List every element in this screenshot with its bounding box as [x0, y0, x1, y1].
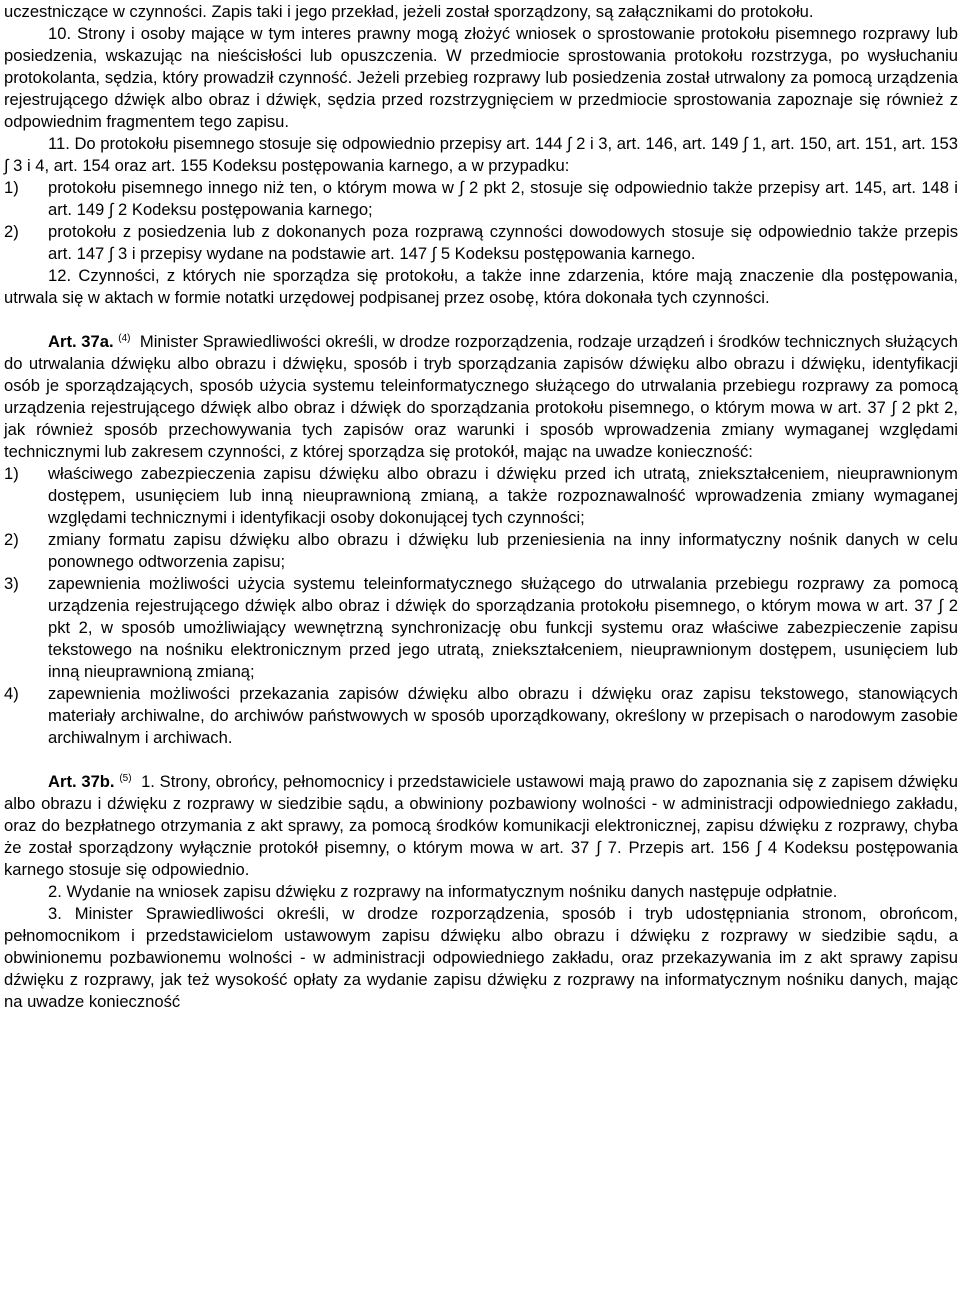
paragraph: 11. Do protokołu pisemnego stosuje się odpowiednio przepisy art. 144 ∫ 2 i 3, art. 146, art. 149 ∫ 1, art. 150, art. 151, art. 153 ∫ 3 i 4, art. 154 oraz art. 155 Kodeksu postępowania karnego, a w przypadku: — [4, 134, 958, 175]
article-paragraph — [4, 771, 958, 881]
paragraph: 10. Strony i osoby mające w tym interes prawny mogą złożyć wniosek o sprostowanie protokołu pisemnego rozprawy lub posiedzenia, wskazując na nieścisłości lub opuszczenia. W przedmiocie sprostowania protokołu rozstrzyga, po wysłuchaniu protokolanta, sędzia, który prowadził czynność. Jeżeli przebieg rozprawy lub posiedzenia został utrwalony za pomocą urządzenia rejestrującego dźwięk albo obraz i dźwięk, sędzia przed rozstrzygnięciem w przedmiocie sprostowania zapoznaje się również z odpowiednim fragmentem tego zapisu. — [4, 24, 958, 131]
article-text: 1. Strony, obrońcy, pełnomocnicy i przedstawiciele ustawowi mają prawo do zapoznania się z zapisem dźwięku albo obrazu i dźwięku z rozprawy w siedzibie sądu, a obwiniony pozbawiony wolności - w administracji odpowiedniego zakładu, oraz do bezpłatnego otrzymania z akt sprawy, za pomocą środków komunikacji elektronicznej, zapisu dźwięku z rozprawy, chyba że został sporządzony wyłącznie protokół pisemny, o którym mowa w art. 37 ∫ 7. Przepis art. 156 ∫ 4 Kodeksu postępowania karnego stosuje się odpowiednio. — [4, 772, 958, 879]
paragraph: 2. Wydanie na wniosek zapisu dźwięku z rozprawy na informatycznym nośniku danych następuje odpłatnie. — [48, 882, 838, 901]
list-item-text: protokołu z posiedzenia lub z dokonanych poza rozprawą czynności dowodowych stosuje się odpowiednio także przepis art. 147 ∫ 3 i przepisy wydane na podstawie art. 147 ∫ 5 Kodeksu postępowania karnego. — [48, 222, 958, 263]
list-item-text: zapewnienia możliwości przekazania zapisów dźwięku albo obrazu i dźwięku oraz zapisu tekstowego, stanowiących materiały archiwalne, do archiwów państwowych w sposób uporządkowany, określony w przepisach o narodowym zasobie archiwalnym i archiwach. — [48, 684, 958, 747]
paragraph: uczestniczące w czynności. Zapis taki i jego przekład, jeżeli został sporządzony, są załącznikami do protokołu. — [4, 2, 814, 21]
article-label: Art. 37a. — [48, 332, 114, 351]
footnote-reference: (4) — [118, 333, 131, 344]
list-item — [4, 177, 958, 221]
list-item-number: 1) — [4, 178, 19, 197]
list-item-text: protokołu pisemnego innego niż ten, o którym mowa w ∫ 2 pkt 2, stosuje się odpowiednio także przepisy art. 145, art. 148 i art. 149 ∫ 2 Kodeksu postępowania karnego; — [48, 178, 958, 219]
list-item-number: 3) — [4, 574, 19, 593]
list-item-text: zapewnienia możliwości użycia systemu teleinformatycznego służącego do utrwalania przebiegu rozprawy za pomocą urządzenia rejestrującego dźwięk albo obraz i dźwięk do sporządzania protokołu pisemnego, o którym mowa w art. 37 ∫ 2 pkt 2, w sposób umożliwiający wewnętrzną synchronizację obu funkcji systemu oraz właściwe zabezpieczenie zapisu tekstowego na nośniku elektronicznym przed jego utratą, zniekształceniem, nieuprawnionym dostępem, usunięciem lub inną nieuprawnioną zmianą; — [48, 574, 958, 681]
list-item — [4, 463, 958, 529]
article-label: Art. 37b. — [48, 772, 115, 791]
paragraph: 12. Czynności, z których nie sporządza się protokołu, a także inne zdarzenia, które mają znaczenie dla postępowania, utrwala się w aktach w formie notatki urzędowej podpisanej przez osobę, która dokonała tych czynności. — [4, 266, 958, 307]
article-paragraph — [4, 331, 958, 463]
list-item-text: właściwego zabezpieczenia zapisu dźwięku albo obrazu i dźwięku przed ich utratą, zniekształceniem, nieuprawnionym dostępem, usunięciem lub inną nieuprawnioną zmianą, a także rozpoznawalność wprowadzenia zmiany wymaganej względami technicznymi i identyfikacji osoby dokonującej tych czynności; — [48, 464, 958, 527]
paragraph-spacer — [4, 749, 958, 771]
list-item — [4, 221, 958, 265]
document-page — [4, 1, 958, 1013]
list-item-number: 2) — [4, 222, 19, 241]
list-item-number: 1) — [4, 464, 19, 483]
paragraph-spacer — [4, 309, 958, 331]
list-item-number: 2) — [4, 530, 19, 549]
list-item — [4, 573, 958, 683]
list-item-number: 4) — [4, 684, 19, 703]
list-item — [4, 529, 958, 573]
article-text: Minister Sprawiedliwości określi, w drodze rozporządzenia, rodzaje urządzeń i środków technicznych służących do utrwalania dźwięku albo obrazu i dźwięku, sposób i tryb sporządzania zapisów dźwięku albo obrazu i dźwięku, identyfikacji osób je sporządzających, sposób użycia systemu teleinformatycznego służącego do utrwalania przebiegu rozprawy za pomocą urządzenia rejestrującego dźwięk albo obraz i dźwięk do sporządzania protokołu pisemnego, o którym mowa w art. 37 ∫ 2 pkt 2, jak również sposób przechowywania tych zapisów oraz warunki i sposób wprowadzenia zmiany wymaganej względami technicznymi lub zakresem czynności, z której sporządza się protokół, mając na uwadze konieczność: — [4, 332, 958, 461]
footnote-reference: (5) — [119, 773, 132, 784]
list-item — [4, 683, 958, 749]
list-item-text: zmiany formatu zapisu dźwięku albo obrazu i dźwięku lub przeniesienia na inny informatyczny nośnik danych w celu ponownego odtworzenia zapisu; — [48, 530, 958, 571]
paragraph: 3. Minister Sprawiedliwości określi, w drodze rozporządzenia, sposób i tryb udostępniania stronom, obrońcom, pełnomocnikom i przedstawicielom ustawowym zapisu dźwięku albo obrazu i dźwięku z rozprawy w siedzibie sądu, a obwinionemu pozbawionemu wolności - w administracji odpowiedniego zakładu, oraz przekazywania im z akt sprawy zapisu dźwięku z rozprawy, jak też wysokość opłaty za wydanie zapisu dźwięku z rozprawy na informatycznym nośniku danych, mając na uwadze konieczność — [4, 904, 958, 1011]
